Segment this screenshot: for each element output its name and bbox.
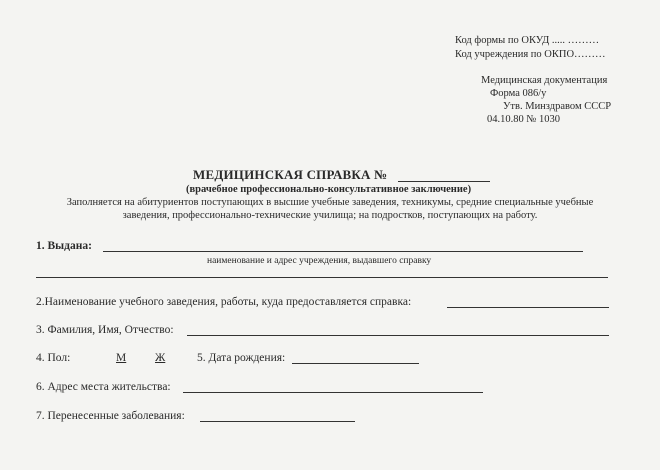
certificate-number-field[interactable]	[398, 181, 490, 182]
issued-by-hint: наименование и адрес учреждения, выдавшего справку	[207, 256, 432, 266]
intro-text-line2: заведения, профессионально-технические училища; на подростков, поступающих на работу.	[122, 210, 538, 221]
diseases-field[interactable]	[200, 421, 355, 422]
okud-code: Код формы по ОКУД ..... ………	[455, 35, 600, 46]
birth-date-field[interactable]	[292, 363, 419, 364]
approval-date: 04.10.80 № 1030	[487, 114, 561, 125]
okpo-code: Код учреждения по ОКПО………	[455, 49, 606, 60]
issued-by-field[interactable]	[103, 251, 583, 252]
form-number: Форма 086/у	[490, 88, 547, 99]
sex-female-option[interactable]: Ж	[155, 352, 166, 364]
full-name-field[interactable]	[187, 335, 609, 336]
address-field[interactable]	[183, 392, 483, 393]
diseases-label: 7. Перенесенные заболевания:	[36, 410, 185, 422]
birth-date-label: 5. Дата рождения:	[197, 352, 286, 364]
institution-label: 2.Наименование учебного заведения, работы, куда предоставляется справка:	[36, 296, 412, 308]
address-label: 6. Адрес места жительства:	[36, 381, 171, 393]
issued-by-field-line2[interactable]	[36, 277, 608, 278]
doc-type: Медицинская документация	[481, 75, 608, 86]
page-subtitle: (врачебное профессионально-консультативное заключение)	[186, 184, 472, 195]
institution-field[interactable]	[447, 307, 609, 308]
full-name-label: 3. Фамилия, Имя, Отчество:	[36, 324, 174, 336]
intro-text-line1: Заполняется на абитуриентов поступающих в высшие учебные заведения, техникумы, средние специальные учебные	[66, 197, 594, 208]
issued-by-label: 1. Выдана:	[36, 240, 92, 252]
page-title: МЕДИЦИНСКАЯ СПРАВКА №	[193, 167, 388, 182]
approved-by: Утв. Минздравом СССР	[503, 101, 612, 112]
sex-male-option[interactable]: М	[116, 352, 127, 364]
sex-label: 4. Пол:	[36, 352, 71, 364]
